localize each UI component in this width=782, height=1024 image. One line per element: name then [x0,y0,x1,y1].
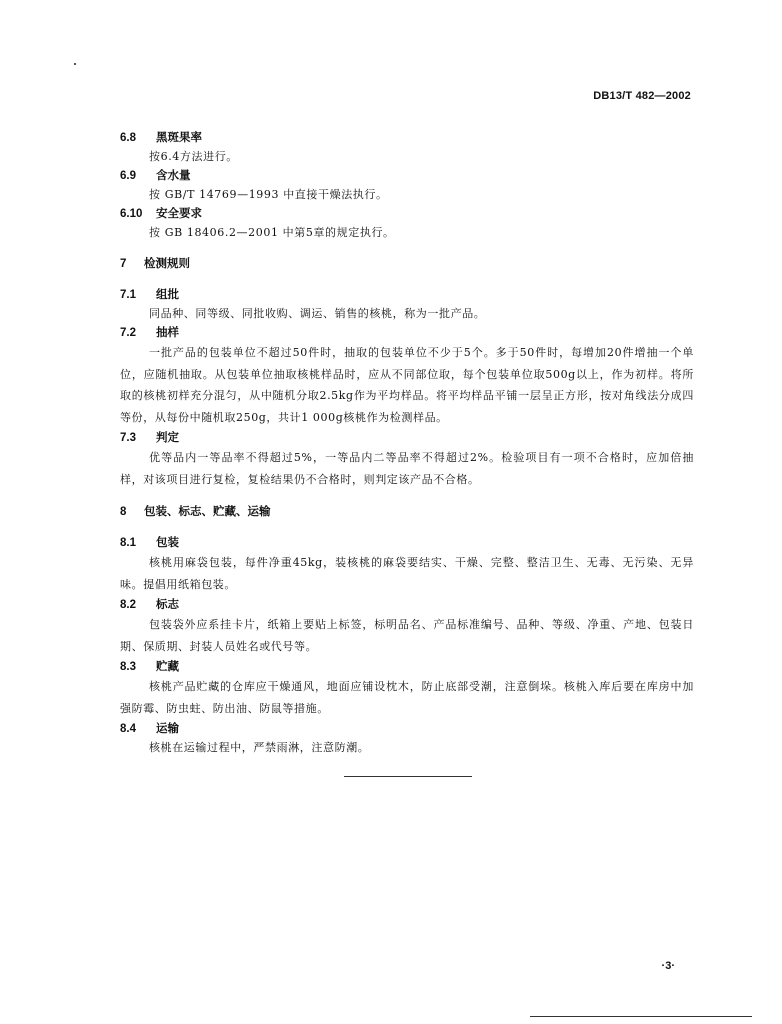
section-heading-7-1 [120,285,694,304]
section-title: 安全要求 [156,206,202,220]
section-title: 判定 [156,430,179,444]
section-number: 8.1 [120,537,136,549]
section-number: 8.4 [120,723,136,735]
section-text-6-9: 按 GB/T 14769—1993 中直接干燥法执行。 [149,188,388,201]
section-title: 含水量 [156,168,191,182]
section-number: 7.1 [120,289,136,301]
section-heading-8-4 [120,719,694,738]
chapter-heading-7 [120,254,694,273]
section-number: 8.2 [120,599,136,611]
section-heading-7-2 [120,323,694,342]
scan-speck [74,63,76,65]
bottom-rule [530,1016,752,1017]
document-body [120,128,694,757]
section-text-8-1: 核桃用麻袋包装，每件净重45kg，装核桃的麻袋要结实、干燥、完整、整洁卫生、无毒、无污染、无异味。提倡用纸箱包装。 [120,556,694,591]
spacer [120,521,694,533]
section-title: 标志 [156,597,179,611]
spacer [120,273,694,285]
section-number: 7.2 [120,327,136,339]
section-number: 6.8 [120,132,136,144]
section-title: 贮藏 [156,659,179,673]
section-heading-8-2 [120,595,694,614]
section-heading-8-3 [120,657,694,676]
chapter-number: 7 [120,258,127,270]
section-heading-6-9 [120,166,694,185]
chapter-number: 8 [120,506,127,518]
section-heading-6-8 [120,128,694,147]
section-number: 6.9 [120,170,136,182]
section-title: 黑斑果率 [156,130,202,144]
spacer [120,242,694,254]
section-number: 6.10 [120,208,143,220]
section-heading-8-1 [120,533,694,552]
page-number: ·3· [661,960,675,972]
section-text-7-3: 优等品内一等品率不得超过5%，一等品内二等品率不得超过2%。检验项目有一项不合格时，应加倍抽样，对该项目进行复检，复检结果仍不合格时，则判定该产品不合格。 [120,451,694,486]
section-number: 7.3 [120,432,136,444]
section-text-8-2: 包装袋外应系挂卡片，纸箱上要贴上标签，标明品名、产品标准编号、品种、等级、净重、产地、包装日期、保质期、封装人员姓名或代号等。 [120,618,694,653]
section-text-6-8: 按6.4方法进行。 [149,150,238,163]
section-title: 包装 [156,535,179,549]
section-title: 运输 [156,721,179,735]
section-heading-7-3 [120,428,694,447]
section-number: 8.3 [120,661,136,673]
section-text-6-10: 按 GB 18406.2—2001 中第5章的规定执行。 [149,226,395,239]
spacer [120,490,694,502]
standard-number: DB13/T 482—2002 [593,90,691,102]
end-of-text-rule [344,776,472,777]
chapter-heading-8 [120,502,694,521]
section-text-8-4: 核桃在运输过程中，严禁雨淋，注意防潮。 [149,741,370,754]
section-heading-6-10 [120,204,694,223]
section-title: 组批 [156,287,179,301]
section-text-7-2: 一批产品的包装单位不超过50件时，抽取的包装单位不少于5个。多于50件时，每增加20件增抽一个单位，应随机抽取。从包装单位抽取核桃样品时，应从不同部位取，每个包装单位取500g以上，作为初样。将所取的核桃初样充分混匀，从中随机分取2.5kg作为平均样品。将平均样品平铺一层呈正方形，按对角线法分成四等份，从每份中随机取250g，共计1 000g核桃作为检测样品。 [120,346,694,424]
chapter-title: 包装、标志、贮藏、运输 [144,504,271,518]
chapter-title: 检测规则 [144,256,190,270]
section-text-7-1: 同品种、同等级、同批收购、调运、销售的核桃，称为一批产品。 [149,307,486,320]
section-text-8-3: 核桃产品贮藏的仓库应干燥通风，地面应铺设枕木，防止底部受潮，注意倒垛。核桃入库后要在库房中加强防霉、防虫蛀、防出油、防鼠等措施。 [120,680,694,715]
section-title: 抽样 [156,325,179,339]
